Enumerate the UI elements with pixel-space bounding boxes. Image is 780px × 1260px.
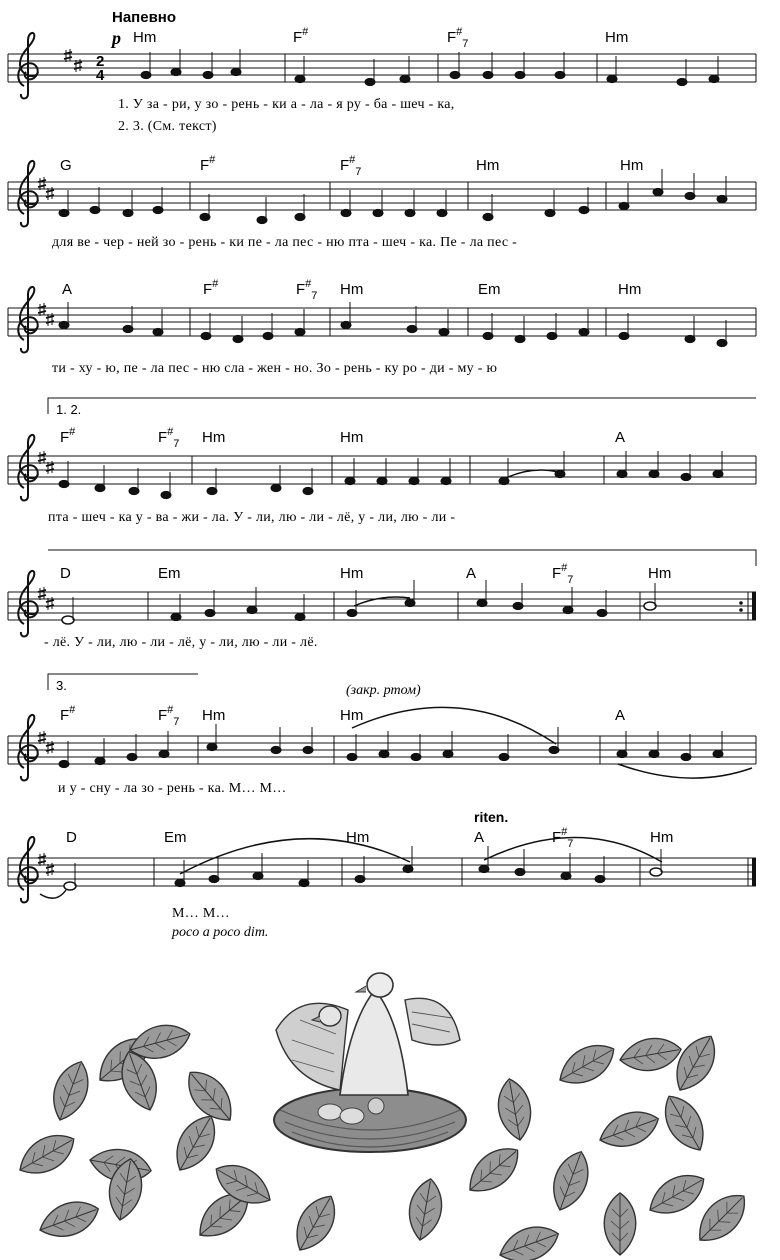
staff-6 xyxy=(8,736,756,764)
treble-clef-icon xyxy=(18,435,38,501)
notes-6 xyxy=(59,724,723,768)
sharp-icon xyxy=(38,587,46,600)
lyrics-line-3: ти - ху - ю, пе - ла пес - ню сла - жен - но. Зо - рень - ку ро - ди - му - ю xyxy=(52,361,498,376)
treble-clef-icon xyxy=(18,571,38,637)
volta-bracket-continuation xyxy=(48,550,756,566)
chord: $F^{\#}_7$ xyxy=(447,26,469,50)
chord-row-2 xyxy=(60,154,643,178)
chord: Hm xyxy=(340,565,364,582)
notes-4 xyxy=(59,451,723,499)
chord: F# xyxy=(60,426,76,446)
notes-3 xyxy=(59,302,727,347)
system-1 xyxy=(8,9,756,134)
chord: F# xyxy=(60,704,76,724)
treble-clef-icon xyxy=(18,287,38,353)
treble-clef-icon xyxy=(18,715,38,781)
sharp-icon xyxy=(38,451,46,464)
chord: Hm xyxy=(340,707,364,724)
chord: Hm xyxy=(650,829,674,846)
chord: A xyxy=(474,829,485,846)
treble-clef-icon xyxy=(18,837,38,903)
sharp-icon xyxy=(38,303,46,316)
system-6 xyxy=(8,674,756,796)
chord: Hm xyxy=(648,565,672,582)
chord: Hm xyxy=(620,157,644,174)
system-3 xyxy=(8,278,756,376)
chord: D xyxy=(66,829,77,846)
lyrics-line-2: для ве - чер - ней зо - рень - ки пе - ла пес - ню пта - шеч - ка. Пе - ла пес - xyxy=(52,235,518,250)
slur xyxy=(352,707,556,744)
chord-row-4 xyxy=(60,426,625,450)
system-2 xyxy=(8,154,756,250)
dynamic-instruction: poco a poco dim. xyxy=(172,925,269,940)
lyrics-line-1: 1. У за - ри, у зо - рень - ки а - ла - я ру - ба - шеч - ка, xyxy=(118,97,455,112)
lyrics-line-6: и у - сну - ла зо - рень - ка. М… М… xyxy=(58,781,287,796)
volta-bracket-1-2 xyxy=(48,398,756,414)
chord: A xyxy=(62,281,73,298)
system-5 xyxy=(8,550,756,650)
lyrics-line-4: пта - шеч - ка у - ва - жи - ла. У - ли, лю - ли - лё, у - ли, лю - ли - xyxy=(48,510,456,525)
chord: Em xyxy=(164,829,187,846)
chord: Hm xyxy=(340,429,364,446)
chord-row-1 xyxy=(133,26,628,50)
lyrics-verse-ref: 2. 3. (См. текст) xyxy=(118,119,217,134)
chord: Hm xyxy=(340,281,364,298)
sharp-icon xyxy=(64,49,72,62)
sharp-icon xyxy=(38,731,46,744)
chord: F# xyxy=(200,154,216,174)
chord: A xyxy=(615,429,626,446)
chord: Hm xyxy=(346,829,370,846)
chord: Hm xyxy=(202,707,226,724)
tempo-mark-riten: riten. xyxy=(474,809,509,825)
chord: $F^{\#}_7$ xyxy=(158,426,180,450)
repeat-dot xyxy=(739,608,743,612)
chord: Em xyxy=(158,565,181,582)
lyrics-line-5: - лё. У - ли, лю - ли - лё, у - ли, лю - ли - лё. xyxy=(44,635,318,650)
staff-1 xyxy=(8,54,756,82)
staff-3 xyxy=(8,308,756,336)
chord: F# xyxy=(293,26,309,46)
treble-clef-icon xyxy=(18,33,38,99)
chord: A xyxy=(615,707,626,724)
repeat-dot xyxy=(739,601,743,605)
slur xyxy=(180,839,410,874)
volta-bracket-3 xyxy=(48,674,198,690)
chord: Em xyxy=(478,281,501,298)
chord: Hm xyxy=(618,281,642,298)
volta-label: 3. xyxy=(56,678,67,693)
time-signature-top: 2 xyxy=(96,53,105,70)
system-7 xyxy=(8,809,756,940)
chord: $F^{\#}_7$ xyxy=(296,278,318,302)
chord: Hm xyxy=(476,157,500,174)
chord-row-6 xyxy=(60,704,625,728)
volta-label: 1. 2. xyxy=(56,402,82,417)
chord: A xyxy=(466,565,477,582)
chord: D xyxy=(60,565,71,582)
performance-annotation: (закр. ртом) xyxy=(346,683,421,698)
time-signature-bottom: 4 xyxy=(96,67,105,84)
slur xyxy=(354,597,410,606)
staff-7 xyxy=(8,858,756,886)
sharp-icon xyxy=(38,853,46,866)
notes-5 xyxy=(62,580,656,624)
chord-row-3 xyxy=(62,278,641,302)
chord: Hm xyxy=(133,29,157,46)
dove-nest-illustration xyxy=(12,973,755,1260)
chord: Hm xyxy=(605,29,629,46)
chord: $F^{\#}_7$ xyxy=(552,562,574,586)
chord: G xyxy=(60,157,72,174)
tie xyxy=(40,890,66,898)
chord: $F^{\#}_7$ xyxy=(340,154,362,178)
system-4 xyxy=(8,398,756,525)
treble-clef-icon xyxy=(18,161,38,227)
slur xyxy=(618,764,752,778)
sharp-icon xyxy=(38,177,46,190)
chord: F# xyxy=(203,278,219,298)
chord: $F^{\#}_7$ xyxy=(158,704,180,728)
chord: $F^{\#}_7$ xyxy=(552,826,574,850)
tempo-marking: Напевно xyxy=(112,9,177,26)
dynamic-marking: p xyxy=(112,28,121,48)
chord-row-5 xyxy=(60,562,671,586)
chord: Hm xyxy=(202,429,226,446)
lyrics-line-7: М… М… xyxy=(172,906,230,921)
